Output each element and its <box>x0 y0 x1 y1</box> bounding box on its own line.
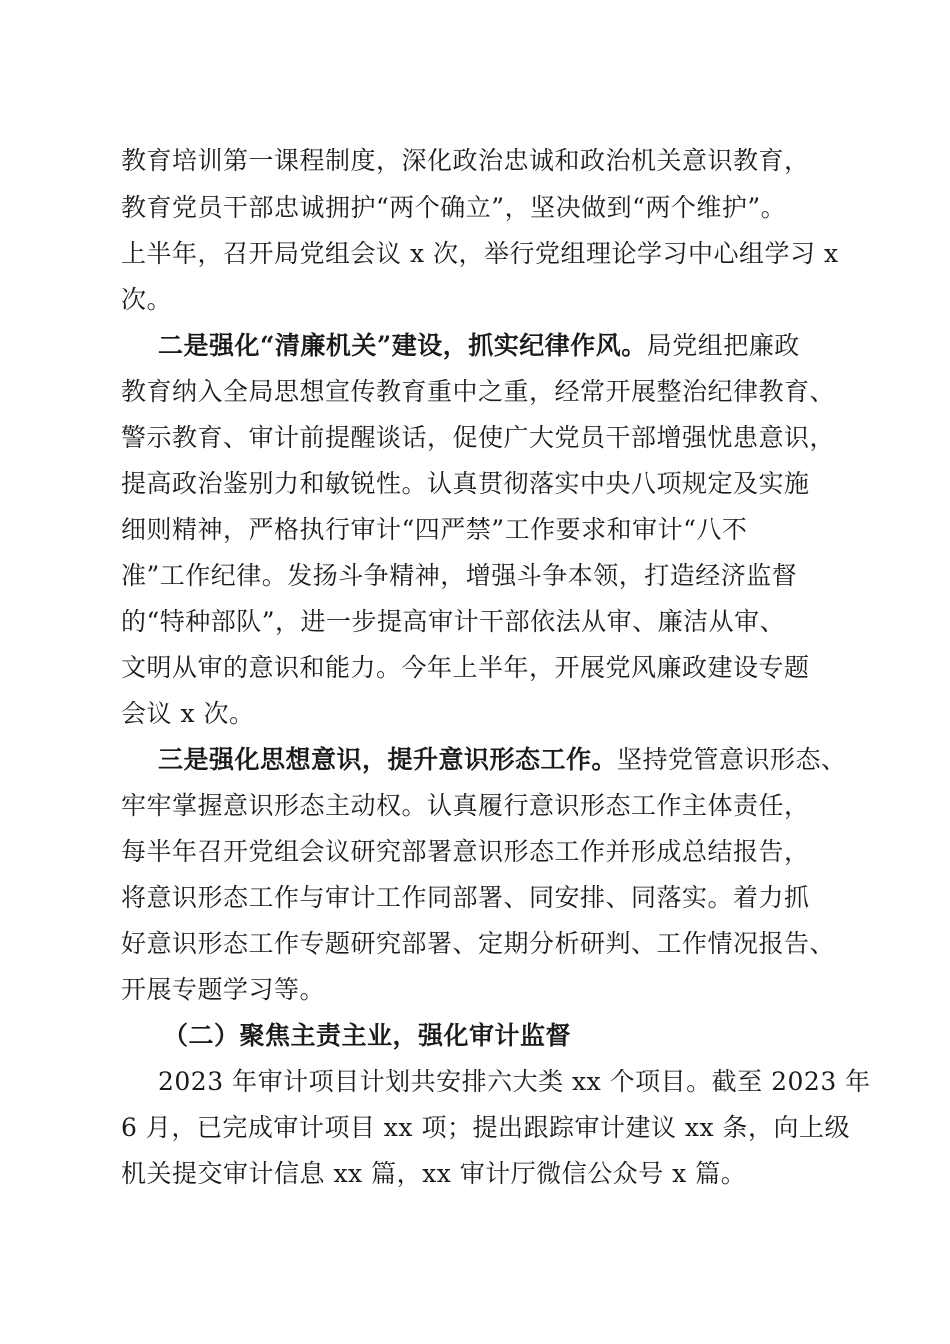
paragraph-line: 提高政治鉴别力和敏锐性。认真贯彻落实中央八项规定及实施 <box>121 469 810 498</box>
paragraph-line: 牢牢掌握意识形态主动权。认真履行意识形态工作主体责任， <box>121 791 810 820</box>
paragraph-line: 好意识形态工作专题研究部署、定期分析研判、工作情况报告、 <box>121 929 836 958</box>
paragraph-first-line <box>158 330 800 362</box>
paragraph-line: 机关提交审计信息 xx 篇，xx 审计厅微信公众号 x 篇。 <box>121 1159 747 1188</box>
paragraph-line: 细则精神，严格执行审计“四严禁”工作要求和审计“八不 <box>121 515 748 544</box>
paragraph-line: 次。 <box>121 285 173 314</box>
paragraph-line: 教育党员干部忠诚拥护“两个确立”，坚决做到“两个维护”。 <box>121 193 787 222</box>
paragraph-line: 警示教育、审计前提醒谈话，促使广大党员干部增强忧患意识， <box>121 423 836 452</box>
paragraph-line: 教育培训第一课程制度，深化政治忠诚和政治机关意识教育， <box>121 146 810 175</box>
paragraph-heading: 二是强化“清廉机关”建设，抓实纪律作风。 <box>158 331 647 360</box>
paragraph-line: 2023 年审计项目计划共安排六大类 xx 个项目。截至 2023 年 <box>158 1067 871 1096</box>
paragraph-line: 准”工作纪律。发扬斗争精神，增强斗争本领，打造经济监督 <box>121 561 798 590</box>
paragraph-line: 开展专题学习等。 <box>121 975 326 1004</box>
paragraph-line: 文明从审的意识和能力。今年上半年，开展党风廉政建设专题 <box>121 653 810 682</box>
section-heading: （二）聚焦主责主业，强化审计监督 <box>163 1021 572 1050</box>
paragraph-line: 6 月，已完成审计项目 xx 项；提出跟踪审计建议 xx 条，向上级 <box>121 1113 851 1142</box>
paragraph-heading: 三是强化思想意识，提升意识形态工作。 <box>158 745 618 774</box>
paragraph-line: 上半年，召开局党组会议 x 次，举行党组理论学习中心组学习 x <box>121 239 839 268</box>
paragraph-line: 将意识形态工作与审计工作同部署、同安排、同落实。着力抓 <box>121 883 810 912</box>
paragraph-line: 的“特种部队”，进一步提高审计干部依法从审、廉洁从审、 <box>121 607 786 636</box>
paragraph-line: 会议 x 次。 <box>121 699 255 728</box>
paragraph-first-line <box>158 744 847 776</box>
paragraph-line: 教育纳入全局思想宣传教育重中之重，经常开展整治纪律教育、 <box>121 377 836 406</box>
paragraph-text: 局党组把廉政 <box>646 331 800 360</box>
paragraph-line: 每半年召开党组会议研究部署意识形态工作并形成总结报告， <box>121 837 810 866</box>
paragraph-text: 坚持党管意识形态、 <box>617 745 847 774</box>
